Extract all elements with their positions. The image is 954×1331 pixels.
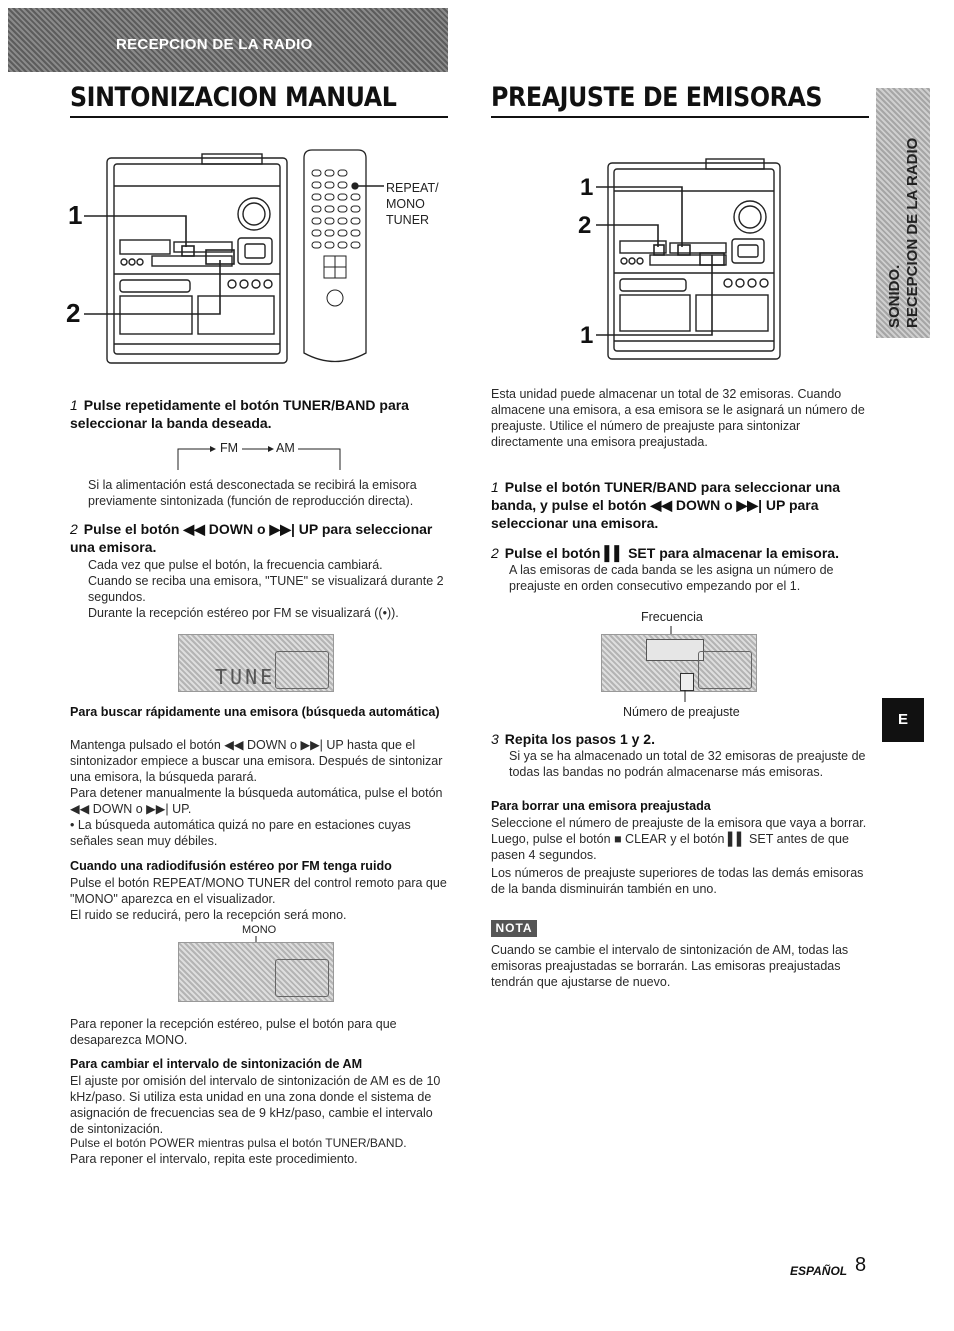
remote-label-line1: REPEAT/ bbox=[386, 181, 439, 195]
frequency-label: Frecuencia bbox=[641, 610, 703, 624]
left-step2-p2: Cuando se reciba una emisora, "TUNE" se visualizará durante 2 segundos. bbox=[88, 574, 444, 604]
callout-lines-2 bbox=[596, 187, 724, 335]
remote-control-drawing bbox=[304, 150, 366, 362]
section-header-bar bbox=[8, 8, 448, 72]
chapter-side-tab bbox=[876, 88, 930, 338]
left-step1-note: Si la alimentación está desconectada se recibirá la emisora previamente sintonizada (función de reproducción directa). bbox=[88, 478, 417, 508]
right-section-title: PREAJUSTE DE EMISORAS bbox=[491, 82, 823, 113]
auto-search-p3: • La búsqueda automática quizá no pare en estaciones cuyas señales sean muy débiles. bbox=[70, 818, 411, 848]
left-title-rule bbox=[70, 116, 448, 118]
fm-noise-title: Cuando una radiodifusión estéreo por FM tenga ruido bbox=[70, 859, 392, 873]
remote-label-line3: TUNER bbox=[386, 213, 430, 227]
nota-text: Cuando se cambie el intervalo de sintonización de AM, todas las emisoras preajustadas se borrarán. Las emisoras preajustadas tendrán que ajustarse de nuevo. bbox=[491, 943, 849, 989]
fm-noise-p1: Pulse el botón REPEAT/MONO TUNER del control remoto para que "MONO" aparezca en el visualizador. bbox=[70, 876, 447, 906]
preset-number-box bbox=[680, 673, 694, 691]
erase-preset-p2: Los números de preajuste superiores de todas las demás emisoras de la banda disminuirán también en uno. bbox=[491, 866, 864, 896]
tune-display-text: TUNE bbox=[215, 665, 276, 689]
preset-number-label: Número de preajuste bbox=[623, 705, 740, 719]
am-interval-title: Para cambiar el intervalo de sintonización de AM bbox=[70, 1057, 363, 1071]
side-tab-line1: SONIDO. bbox=[886, 264, 903, 328]
right-step3 bbox=[491, 730, 869, 748]
footer-language: ESPAÑOL bbox=[790, 1264, 848, 1278]
left-step2-number: 2 bbox=[70, 521, 78, 537]
left-step2-p3: Durante la recepción estéreo por FM se visualizará ((•)). bbox=[88, 606, 399, 620]
am-interval-p2: Pulse el botón POWER mientras pulsa el botón TUNER/BAND. bbox=[70, 1136, 407, 1150]
nota-badge: NOTA bbox=[491, 920, 537, 937]
stereo-unit-preset-illustration bbox=[570, 155, 790, 365]
display-panel-outline bbox=[275, 651, 329, 689]
stereo-unit-drawing-2 bbox=[608, 159, 780, 359]
fm-noise-p2: El ruido se reducirá, pero la recepción será mono. bbox=[70, 908, 347, 922]
footer-page-number: 8 bbox=[855, 1254, 867, 1276]
am-interval-p3: Para reponer el intervalo, repita este procedimiento. bbox=[70, 1152, 358, 1166]
band-cycle-lines bbox=[176, 440, 342, 470]
right-step3-text: Repita los pasos 1 y 2. bbox=[504, 731, 655, 747]
right-step2 bbox=[491, 544, 869, 562]
right-callout-1a: 1 bbox=[580, 174, 594, 201]
left-step1-number: 1 bbox=[70, 397, 78, 413]
right-step1-number: 1 bbox=[491, 479, 499, 495]
right-step1 bbox=[491, 478, 869, 532]
am-interval-p1: El ajuste por omisión del intervalo de sintonización de AM es de 10 kHz/paso. Si utiliza esta unidad en una zona donde el sistema de asignación de frecuencias sea de 9 kHz/paso, cambie el intervalo de sintonización. bbox=[70, 1074, 441, 1136]
left-section-title: SINTONIZACION MANUAL bbox=[70, 82, 397, 113]
mono-display-illustration bbox=[178, 942, 334, 1002]
right-title-rule bbox=[491, 116, 869, 118]
callout-lines bbox=[84, 186, 384, 314]
left-step2-p1: Cada vez que pulse el botón, la frecuencia cambiará. bbox=[88, 558, 383, 572]
auto-search-p1: Mantenga pulsado el botón ◀◀ DOWN o ▶▶| UP hasta que el sintonizador empiece a buscar una emisora. Después de sintonizar una emisora, la búsqueda parará. bbox=[70, 738, 443, 784]
preset-display-illustration bbox=[601, 634, 757, 692]
frequency-readout-box bbox=[646, 639, 704, 661]
erase-preset-p1: Seleccione el número de preajuste de la emisora que vaya a borrar. Luego, pulse el botón ■ CLEAR y el botón ▌▌ SET antes de que pasen 4 segundos. bbox=[491, 816, 867, 862]
side-tab-line2: RECEPCION DE LA RADIO bbox=[904, 137, 921, 328]
right-step2-p: A las emisoras de cada banda se les asigna un número de preajuste en orden consecutivo empezando por el 1. bbox=[509, 563, 834, 593]
language-tab: E bbox=[882, 698, 924, 742]
mono-label: MONO bbox=[242, 924, 277, 936]
remote-label-line2: MONO bbox=[386, 197, 425, 211]
right-step1-text: Pulse el botón TUNER/BAND para seleccionar una banda, y pulse el botón ◀◀ DOWN o ▶▶| UP para seleccionar una emisora. bbox=[491, 479, 841, 531]
left-step1 bbox=[70, 396, 450, 432]
right-step3-number: 3 bbox=[491, 731, 499, 747]
preset-intro: Esta unidad puede almacenar un total de 32 emisoras. Cuando almacene una emisora, a esa emisora se le asignará un número de preajuste. Utilice el número de preajuste para sintonizar directamente una emisora preajustada. bbox=[491, 387, 865, 449]
stereo-unit-drawing bbox=[107, 154, 287, 363]
left-step2-text: Pulse el botón ◀◀ DOWN o ▶▶| UP para seleccionar una emisora. bbox=[70, 521, 433, 555]
auto-search-title: Para buscar rápidamente una emisora (búsqueda automática) bbox=[70, 705, 440, 719]
band-am-label: AM bbox=[276, 441, 295, 455]
display-panel-outline-3 bbox=[698, 651, 752, 689]
auto-search-p2: Para detener manualmente la búsqueda automática, pulse el botón ◀◀ DOWN o ▶▶| UP. bbox=[70, 786, 443, 816]
right-callout-1b: 1 bbox=[580, 322, 594, 349]
display-panel-outline-2 bbox=[275, 959, 329, 997]
left-callout-2: 2 bbox=[66, 298, 81, 328]
band-fm-label: FM bbox=[220, 441, 239, 455]
left-callout-1: 1 bbox=[68, 200, 83, 230]
erase-preset-title: Para borrar una emisora preajustada bbox=[491, 799, 711, 813]
right-step2-text: Pulse el botón ▌▌ SET para almacenar la emisora. bbox=[504, 545, 839, 561]
left-step2 bbox=[70, 520, 450, 556]
preset-pointer-line bbox=[682, 690, 688, 702]
tune-display-illustration bbox=[178, 634, 334, 692]
left-step1-text: Pulse repetidamente el botón TUNER/BAND para seleccionar la banda deseada. bbox=[70, 397, 409, 431]
stereo-remote-illustration bbox=[62, 148, 452, 373]
right-step2-number: 2 bbox=[491, 545, 499, 561]
section-header-label: RECEPCION DE LA RADIO bbox=[116, 36, 313, 53]
right-step3-p: Si ya se ha almacenado un total de 32 emisoras de preajuste de todas las bandas no podrán almacenarse más emisoras. bbox=[509, 749, 866, 779]
right-callout-2: 2 bbox=[578, 212, 592, 239]
restore-stereo-text: Para reponer la recepción estéreo, pulse el botón para que desaparezca MONO. bbox=[70, 1017, 397, 1047]
band-cycle-diagram bbox=[176, 440, 342, 470]
